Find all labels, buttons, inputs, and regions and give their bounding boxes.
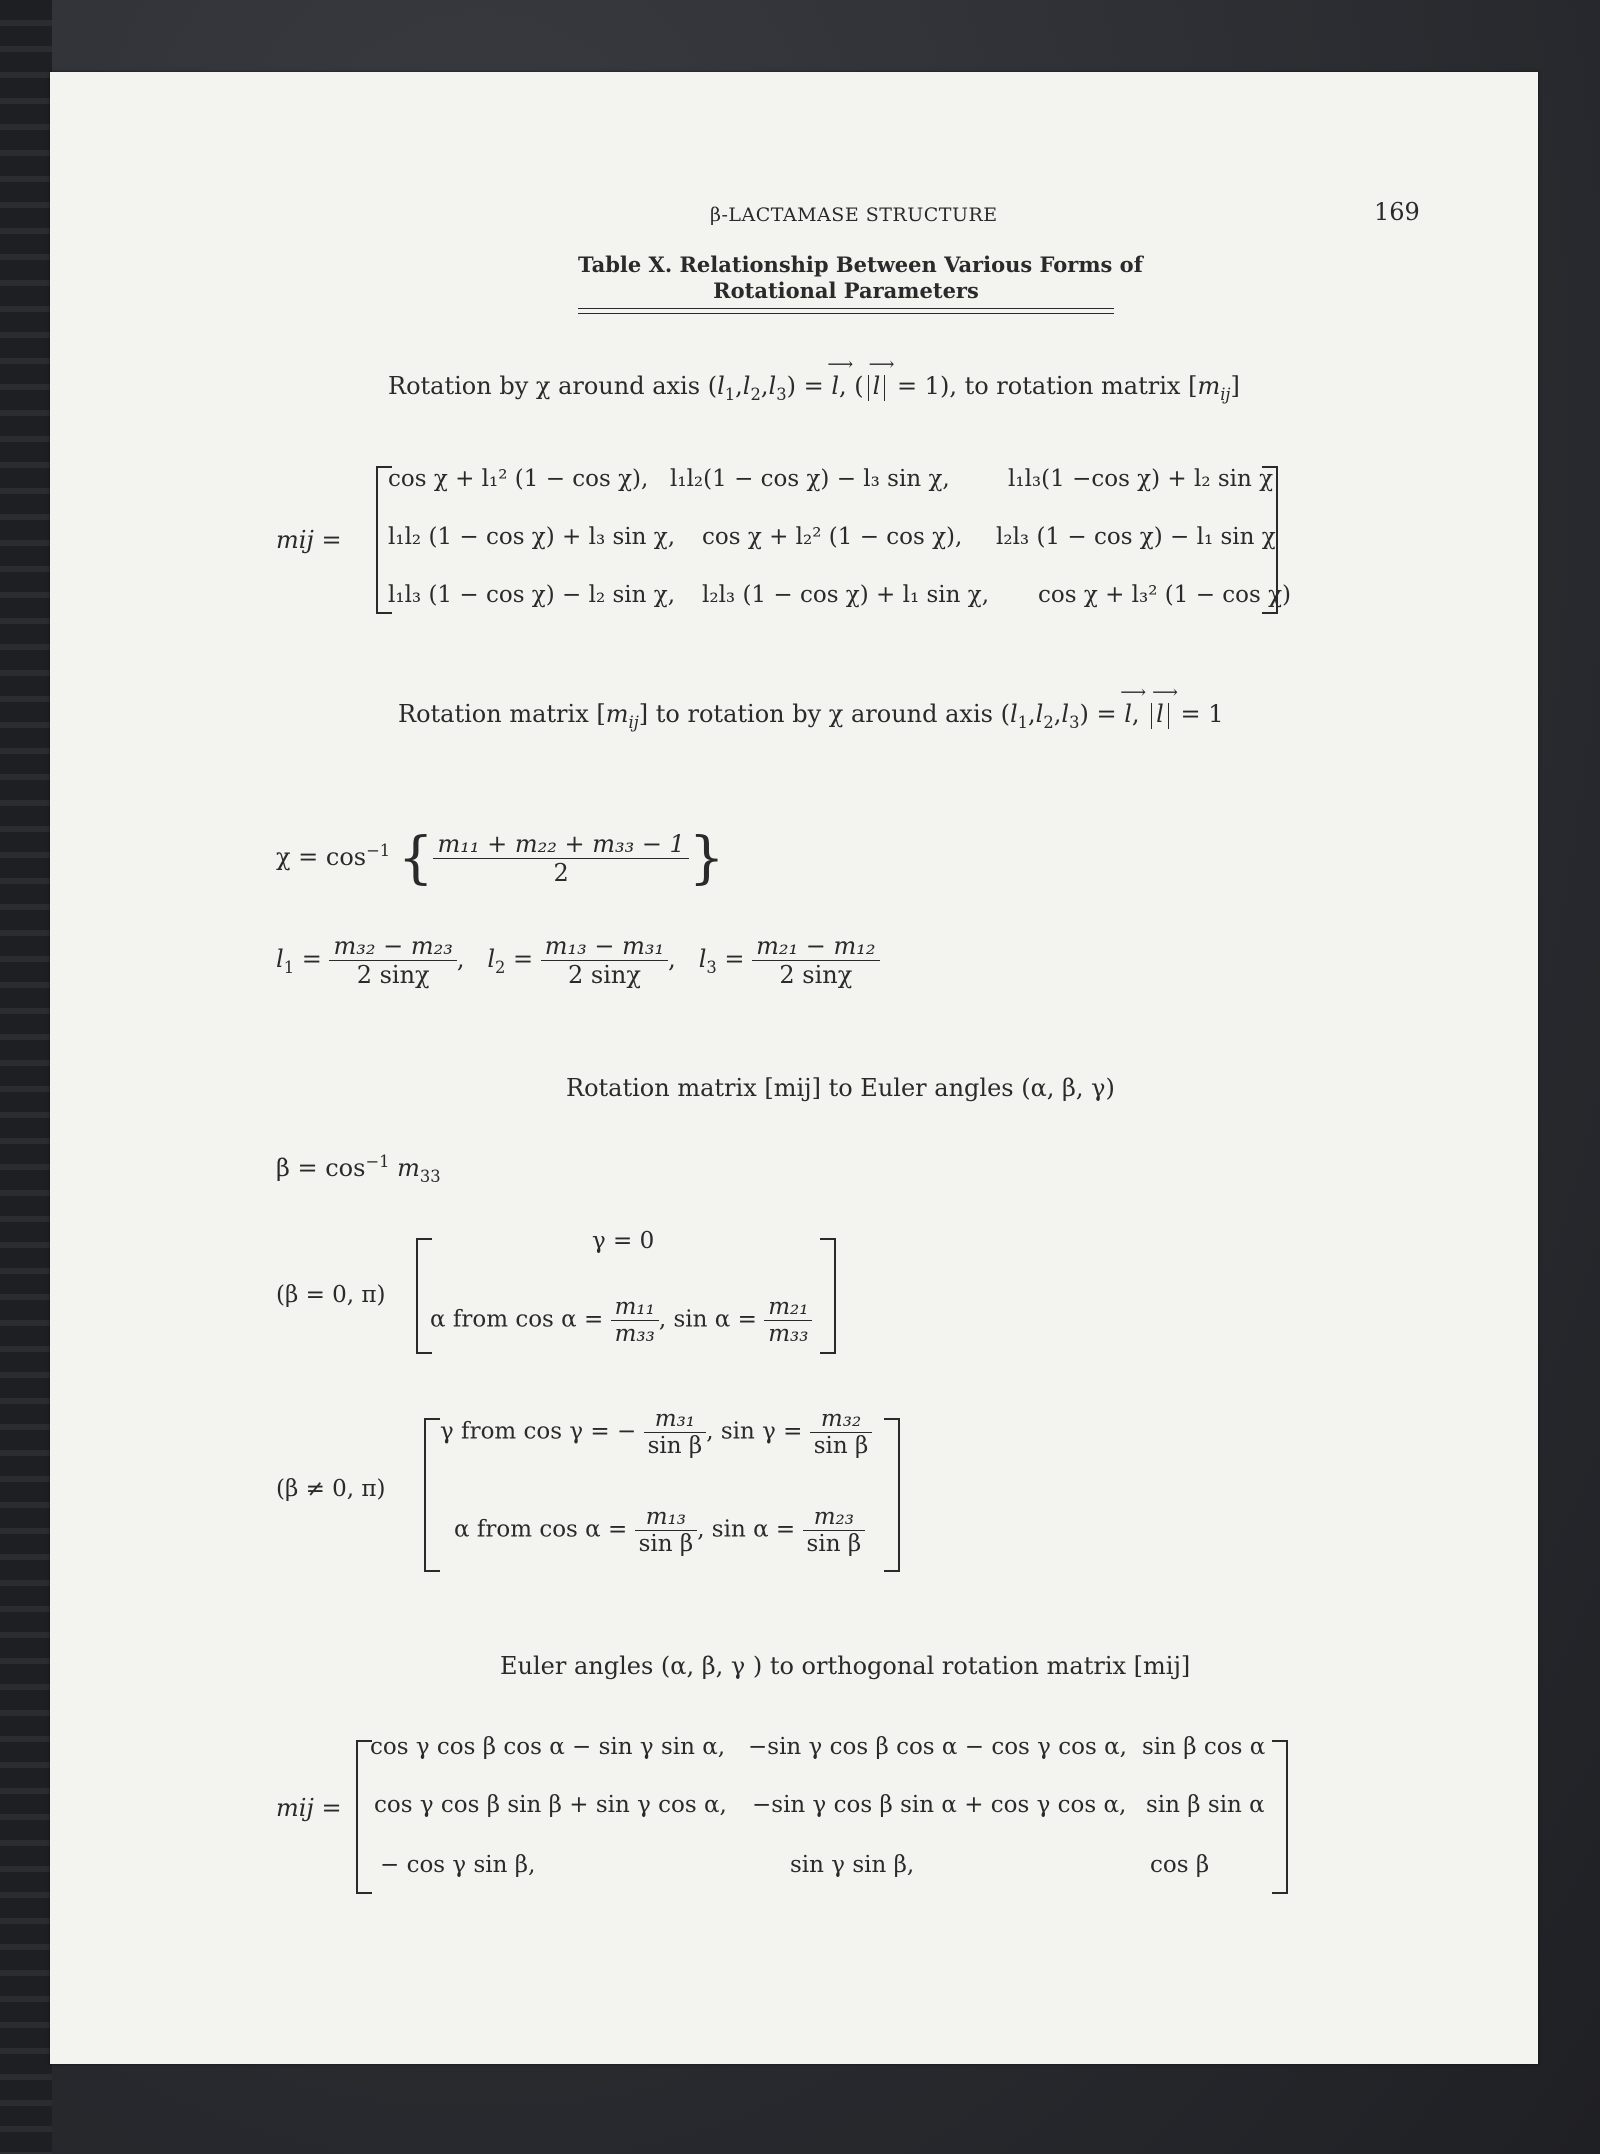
s2-heading-a: Rotation matrix: [398, 700, 589, 728]
s1-cell-20: l₁l₃ (1 − cos χ) − l₂ sin χ,: [388, 582, 676, 608]
s4-cell-21: sin γ sin β,: [790, 1852, 915, 1878]
s1-cell-02: l₁l₃(1 −cos χ) + l₂ sin χ: [1008, 466, 1274, 492]
title-rule-2: [578, 313, 1114, 314]
l1-numerator: m₃₂ − m₂₃: [329, 932, 456, 961]
case2-gamma: [440, 1406, 872, 1459]
case2-g-num1: m₃₁: [644, 1406, 707, 1433]
case2-condition: (β ≠ 0, π): [276, 1476, 386, 1502]
section1-heading: Rotation by χ around axis $(l_1,l_2,l_3)$ = ⟶ l, (⟶ l = 1), to rotation matrix $[m_{ij}]$: [388, 372, 1240, 401]
case2-right-bracket: [884, 1418, 900, 1572]
s4-cell-11: −sin γ cos β sin α + cos γ cos α,: [752, 1792, 1127, 1818]
s4-cell-10: cos γ cos β sin β + sin γ cos α,: [374, 1792, 727, 1818]
s4-right-bracket: [1272, 1740, 1288, 1894]
case1-den2: m₃₃: [768, 1321, 809, 1347]
case1-den1: m₃₃: [614, 1321, 655, 1347]
title-rule-1: [578, 308, 1114, 309]
table-title-line2: Rotational Parameters: [713, 278, 979, 303]
chi-formula: $\chi = \cos^{-1}$ { $\frac{\text{m₁₁ + m₂₂ + m₃₃ − 1}}{2}$ }: [276, 826, 725, 891]
s4-cell-01: −sin γ cos β cos α − cos γ cos α,: [748, 1734, 1127, 1760]
chi-lhs: χ = cos: [276, 843, 367, 871]
case1-alpha-b: , sin α =: [658, 1306, 757, 1333]
s2-heading-b: to rotation by: [655, 700, 822, 728]
section2-heading: Rotation matrix $[m_{ij}]$ to rotation by χ around axis $(l_1,l_2,l_3)$ = ⟶ l, ⟶ l = 1: [398, 700, 1223, 729]
l2-numerator: m₁₃ − m₃₁: [541, 932, 668, 961]
section4-heading: Euler angles (α, β, γ ) to orthogonal rotation matrix [mij]: [500, 1652, 1191, 1680]
s1-cell-10: l₁l₂ (1 − cos χ) + l₃ sin χ,: [388, 524, 676, 550]
case2-gamma-a: γ from cos γ = −: [440, 1418, 637, 1445]
case1-alpha: [430, 1294, 812, 1347]
s1-mij-lhs: mij =: [276, 526, 342, 554]
beta-formula: $\beta = \cos^{-1} m_{33}$: [276, 1152, 441, 1186]
case1-gamma: γ = 0: [592, 1228, 655, 1254]
l3-numerator: m₂₁ − m₁₂: [752, 932, 879, 961]
s1-cell-00: cos χ + l₁² (1 − cos χ),: [388, 466, 649, 492]
case2-alpha: [454, 1504, 865, 1557]
s4-left-bracket: [356, 1740, 372, 1894]
l1-denominator: 2 sinχ: [356, 961, 430, 989]
s1-heading-chi: χ: [535, 372, 551, 400]
s1-cell-01: l₁l₂(1 − cos χ) − l₃ sin χ,: [670, 466, 950, 492]
case1-right-bracket: [820, 1238, 836, 1354]
s1-heading-a: Rotation by: [388, 372, 529, 400]
s1-cell-12: l₂l₃ (1 − cos χ) − l₁ sin χ: [996, 524, 1276, 550]
running-title: β-LACTAMASE STRUCTURE: [710, 204, 998, 226]
case2-left-bracket: [424, 1418, 440, 1572]
book-page: [50, 72, 1538, 2064]
case1-condition: (β = 0, π): [276, 1282, 386, 1308]
s4-mij-lhs: mij =: [276, 1794, 342, 1822]
s1-heading-b: around axis: [558, 372, 701, 400]
case2-a-num2: m₂₃: [803, 1504, 866, 1531]
s4-cell-00: cos γ cos β cos α − sin γ sin α,: [370, 1734, 726, 1760]
s4-cell-12: sin β sin α: [1146, 1792, 1265, 1818]
chi-denominator: 2: [553, 859, 569, 887]
section3-heading: Rotation matrix [mij] to Euler angles (α, β, γ): [566, 1074, 1115, 1102]
beta-lhs: β = cos: [276, 1154, 366, 1182]
table-title: [578, 252, 1143, 304]
binding-edge: [0, 0, 52, 2154]
s4-cell-22: cos β: [1150, 1852, 1210, 1878]
case2-a-den1: sin β: [638, 1531, 694, 1557]
case2-a-num1: m₁₃: [635, 1504, 698, 1531]
case2-alpha-b: , sin α =: [697, 1516, 796, 1543]
s4-cell-20: − cos γ sin β,: [380, 1852, 536, 1878]
s2-heading-c: around axis: [850, 700, 993, 728]
case2-alpha-a: α from cos α =: [454, 1516, 628, 1543]
page-number: 169: [1374, 198, 1420, 226]
chi-numerator: m₁₁ + m₂₂ + m₃₃ − 1: [433, 830, 688, 859]
s1-cell-22: cos χ + l₃² (1 − cos χ): [1038, 582, 1292, 608]
case1-num1: m₁₁: [611, 1294, 659, 1321]
case2-g-den1: sin β: [647, 1433, 703, 1459]
l2-denominator: 2 sinχ: [568, 961, 641, 989]
axis-formulas: $l_1$ = $\frac{\text{m₃₂ − m₂₃}}{2 \sin\chi}$ , $l_2$ = $\frac{\text{m₁₃ − m₃₁}}{2 \sin\chi}$ , $l_3$ = $\frac{\text{m₂₁ − m₁₂}}{2 \sin\chi}$: [276, 932, 880, 989]
case1-alpha-a: α from cos α =: [430, 1306, 604, 1333]
s1-heading-c: to rotation matrix: [964, 372, 1181, 400]
s1-cell-21: l₂l₃ (1 − cos χ) + l₁ sin χ,: [702, 582, 990, 608]
case2-gamma-b: , sin γ =: [706, 1418, 803, 1445]
case2-g-num2: m₃₂: [810, 1406, 873, 1433]
table-title-line1: Table X. Relationship Between Various Forms of: [578, 252, 1143, 277]
case2-a-den2: sin β: [806, 1531, 862, 1557]
s1-cell-11: cos χ + l₂² (1 − cos χ),: [702, 524, 963, 550]
l3-denominator: 2 sinχ: [779, 961, 853, 989]
s4-cell-02: sin β cos α: [1142, 1734, 1266, 1760]
case1-num2: m₂₁: [764, 1294, 812, 1321]
case2-g-den2: sin β: [813, 1433, 869, 1459]
